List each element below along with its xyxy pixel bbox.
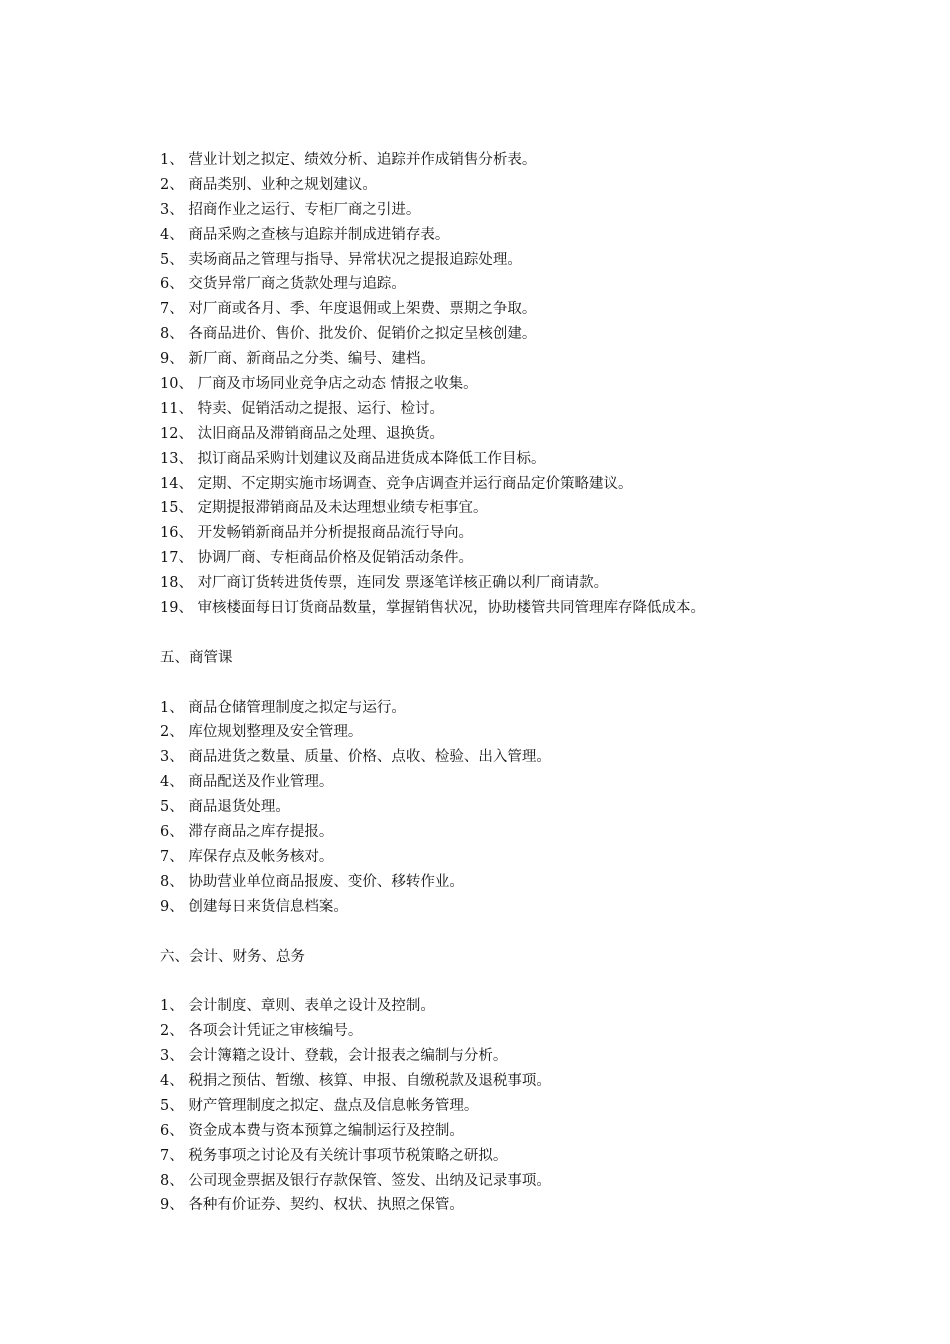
item-text: 商品配送及作业管理。 xyxy=(188,774,334,791)
item-text: 滞存商品之库存提报。 xyxy=(188,824,334,841)
section-6-list xyxy=(160,994,860,1218)
list-item xyxy=(160,1094,860,1119)
list-item xyxy=(160,571,860,596)
section-heading: 六、会计、财务、总务 xyxy=(160,948,305,965)
blank-line xyxy=(160,920,860,945)
item-number: 15、 xyxy=(160,500,193,517)
blank-line xyxy=(160,621,860,646)
document-page xyxy=(160,148,860,1218)
item-number: 6、 xyxy=(160,824,184,841)
blank-line xyxy=(160,969,860,994)
item-number: 1、 xyxy=(160,699,184,716)
list-item xyxy=(160,472,860,497)
item-number: 2、 xyxy=(160,176,184,193)
list-item xyxy=(160,845,860,870)
item-number: 10、 xyxy=(160,376,193,393)
item-text: 创建每日来货信息档案。 xyxy=(188,898,348,915)
item-text: 商品仓储管理制度之拟定与运行。 xyxy=(188,699,406,716)
list-item xyxy=(160,272,860,297)
item-number: 18、 xyxy=(160,575,193,592)
item-text: 汰旧商品及滞销商品之处理、退换货。 xyxy=(197,425,445,442)
item-number: 6、 xyxy=(160,276,184,293)
list-item xyxy=(160,1019,860,1044)
list-item xyxy=(160,1044,860,1069)
item-text: 税捐之预估、暂缴、核算、申报、自缴税款及退税事项。 xyxy=(188,1072,551,1089)
item-number: 9、 xyxy=(160,1197,184,1214)
item-text: 库保存点及帐务核对。 xyxy=(188,848,334,865)
item-text: 库位规划整理及安全管理。 xyxy=(188,724,363,741)
item-text: 各商品进价、售价、批发价、促销价之拟定呈核创建。 xyxy=(188,326,537,343)
item-number: 1、 xyxy=(160,998,184,1015)
list-item xyxy=(160,696,860,721)
list-item xyxy=(160,521,860,546)
item-text: 审核楼面每日订货商品数量，掌握销售状况，协助楼管共同管理库存降低成本。 xyxy=(197,600,706,617)
section-4-list xyxy=(160,148,860,621)
list-item xyxy=(160,1119,860,1144)
item-text: 交货异常厂商之货款处理与追踪。 xyxy=(188,276,406,293)
item-text: 会计制度、章则、表单之设计及控制。 xyxy=(188,998,435,1015)
item-text: 厂商及市场同业竞争店之动态 情报之收集。 xyxy=(197,376,478,393)
item-number: 8、 xyxy=(160,873,184,890)
item-number: 13、 xyxy=(160,450,193,467)
item-text: 拟订商品采购计划建议及商品进货成本降低工作目标。 xyxy=(197,450,546,467)
item-number: 1、 xyxy=(160,152,184,168)
item-text: 营业计划之拟定、绩效分析、追踪并作成销售分析表。 xyxy=(188,152,537,168)
item-text: 招商作业之运行、专柜厂商之引进。 xyxy=(188,201,421,218)
list-item xyxy=(160,1169,860,1194)
section-5-list xyxy=(160,696,860,920)
list-item xyxy=(160,994,860,1019)
list-item xyxy=(160,297,860,322)
item-text: 商品退货处理。 xyxy=(188,799,290,816)
list-item xyxy=(160,1193,860,1218)
item-text: 开发畅销新商品并分析提报商品流行导向。 xyxy=(197,525,474,542)
item-number: 7、 xyxy=(160,1147,184,1164)
item-number: 7、 xyxy=(160,848,184,865)
item-number: 3、 xyxy=(160,201,184,218)
item-text: 商品类别、业种之规划建议。 xyxy=(188,176,377,193)
blank-line xyxy=(160,671,860,696)
item-number: 8、 xyxy=(160,1172,184,1189)
list-item xyxy=(160,347,860,372)
item-text: 协调厂商、专柜商品价格及促销活动条件。 xyxy=(197,550,474,567)
item-number: 7、 xyxy=(160,301,184,318)
item-number: 9、 xyxy=(160,351,184,368)
item-text: 商品进货之数量、质量、价格、点收、检验、出入管理。 xyxy=(188,749,551,766)
list-item xyxy=(160,720,860,745)
item-number: 2、 xyxy=(160,724,184,741)
list-item xyxy=(160,496,860,521)
item-text: 各种有价证券、契约、权状、执照之保管。 xyxy=(188,1197,464,1214)
list-item xyxy=(160,422,860,447)
item-number: 4、 xyxy=(160,226,184,243)
list-item xyxy=(160,447,860,472)
item-number: 5、 xyxy=(160,799,184,816)
list-item xyxy=(160,223,860,248)
item-number: 17、 xyxy=(160,550,193,567)
item-number: 16、 xyxy=(160,525,193,542)
list-item xyxy=(160,596,860,621)
list-item xyxy=(160,322,860,347)
item-text: 会计簿籍之设计、登载，会计报表之编制与分析。 xyxy=(188,1048,508,1065)
list-item xyxy=(160,1069,860,1094)
item-text: 公司现金票据及银行存款保管、签发、出纳及记录事项。 xyxy=(188,1172,551,1189)
item-text: 特卖、促销活动之提报、运行、检讨。 xyxy=(197,400,445,417)
item-number: 8、 xyxy=(160,326,184,343)
item-text: 各项会计凭证之审核编号。 xyxy=(188,1023,363,1040)
item-text: 对厂商或各月、季、年度退佣或上架费、票期之争取。 xyxy=(188,301,537,318)
item-text: 定期提报滞销商品及未达理想业绩专柜事宜。 xyxy=(197,500,488,517)
item-number: 3、 xyxy=(160,1048,184,1065)
list-item xyxy=(160,745,860,770)
item-number: 6、 xyxy=(160,1122,184,1139)
item-text: 定期、不定期实施市场调查、竞争店调查并运行商品定价策略建议。 xyxy=(197,475,633,492)
item-number: 3、 xyxy=(160,749,184,766)
item-text: 商品采购之查核与追踪并制成进销存表。 xyxy=(188,226,450,243)
list-item xyxy=(160,148,860,173)
item-number: 12、 xyxy=(160,425,193,442)
list-item xyxy=(160,795,860,820)
list-item xyxy=(160,546,860,571)
list-item xyxy=(160,770,860,795)
section-heading: 五、商管课 xyxy=(160,649,233,666)
item-text: 新厂商、新商品之分类、编号、建档。 xyxy=(188,351,435,368)
item-number: 5、 xyxy=(160,251,184,268)
item-text: 卖场商品之管理与指导、异常状况之提报追踪处理。 xyxy=(188,251,522,268)
list-item xyxy=(160,895,860,920)
item-number: 2、 xyxy=(160,1023,184,1040)
list-item xyxy=(160,248,860,273)
item-text: 税务事项之讨论及有关统计事项节税策略之研拟。 xyxy=(188,1147,508,1164)
item-number: 9、 xyxy=(160,898,184,915)
list-item xyxy=(160,173,860,198)
list-item xyxy=(160,372,860,397)
item-text: 协助营业单位商品报废、变价、移转作业。 xyxy=(188,873,464,890)
item-number: 19、 xyxy=(160,600,193,617)
item-number: 14、 xyxy=(160,475,193,492)
item-text: 财产管理制度之拟定、盘点及信息帐务管理。 xyxy=(188,1097,479,1114)
item-text: 资金成本费与资本预算之编制运行及控制。 xyxy=(188,1122,464,1139)
list-item xyxy=(160,397,860,422)
item-number: 4、 xyxy=(160,774,184,791)
item-number: 11、 xyxy=(160,400,193,417)
list-item xyxy=(160,198,860,223)
item-number: 5、 xyxy=(160,1097,184,1114)
list-item xyxy=(160,820,860,845)
item-number: 4、 xyxy=(160,1072,184,1089)
list-item xyxy=(160,870,860,895)
list-item xyxy=(160,1144,860,1169)
item-text: 对厂商订货转进货传票，连同发 票逐笔详核正确以利厂商请款。 xyxy=(197,575,609,592)
